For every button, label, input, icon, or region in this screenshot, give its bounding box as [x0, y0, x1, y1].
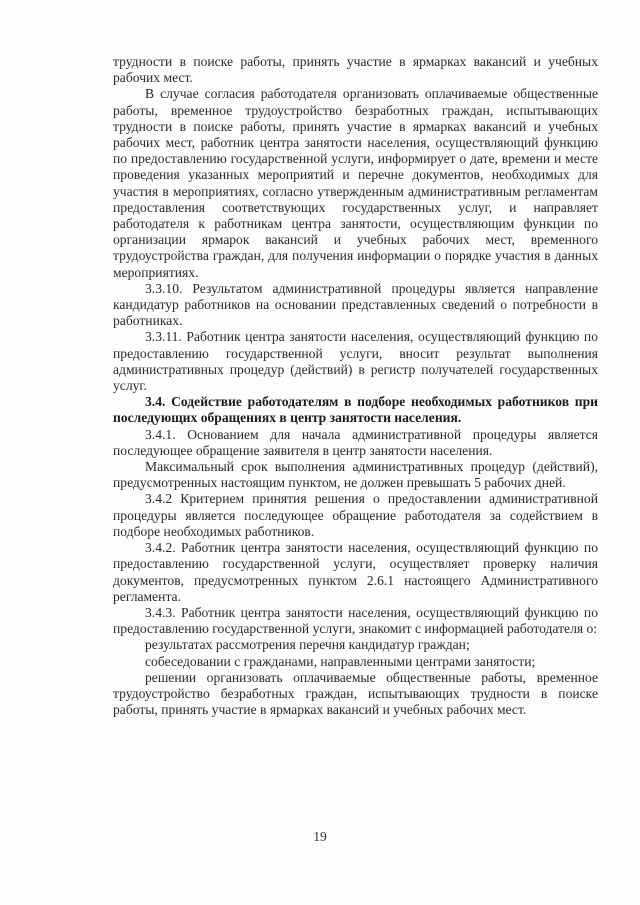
list-item-interview: собеседовании с гражданами, направленными центрами занятости; — [145, 653, 536, 669]
document-body — [113, 54, 598, 718]
section-heading-3-4: 3.4. Содействие работодателям в подборе необходимых работников при последующих обращениях в центр занятости населения. — [113, 394, 598, 426]
page-number: 19 — [313, 829, 327, 844]
paragraph-3-3-11: 3.3.11. Работник центра занятости населения, осуществляющий функцию по предоставлению государственной услуги, вносит результат выполнения административных процедур (действий) в регистр получателей государственных услуг. — [113, 329, 598, 394]
paragraph-max-duration: Максимальный срок выполнения административных процедур (действий), предусмотренных настоящим пунктом, не должен превышать 5 рабочих дней. — [113, 459, 598, 491]
list-item-decision: решении организовать оплачиваемые общественные работы, временное трудоустройство безработных граждан, испытывающих трудности в поиске работы, принять участие в ярмарках вакансий и учебных рабочих мест. — [113, 669, 598, 718]
list-item-results: результатах рассмотрения перечня кандидатур граждан; — [145, 637, 470, 653]
paragraph-employer-consent: В случае согласия работодателя организовать оплачиваемые общественные работы, временное трудоустройство безработных граждан, испытывающих трудности в поиске работы, принять участие в ярмарках вакансий и учебных рабочих мест, работник центра занятости населения, осуществляющий функцию по предоставлению государственной услуги, информирует о дате, времени и месте проведения указанных мероприятий и перечне документов, необходимых для участия в мероприятиях, согласно утвержденным административным регламентам предоставления соответствующих государственных услуг, и направляет работодателя к работникам центра занятости, осуществляющим функции по организации ярмарок вакансий и учебных рабочих мест, временного трудоустройства граждан, для получения информации о порядке участия в данных мероприятиях. — [113, 86, 598, 280]
paragraph-3-4-2-criterion: 3.4.2 Критерием принятия решения о предоставлении административной процедуры является последующее обращение работодателя за содействием в подборе необходимых работников. — [113, 491, 598, 539]
paragraph-3-3-10: 3.3.10. Результатом административной процедуры является направление кандидатур работников на основании представленных сведений о потребности в работниках. — [113, 280, 598, 329]
paragraph-3-4-2-check: 3.4.2. Работник центра занятости населения, осуществляющий функцию по предоставлению государственной услуги, осуществляет проверку наличия документов, предусмотренных пунктом 2.6.1 настоящего Административного регламента. — [113, 540, 598, 604]
paragraph-3-4-3: 3.4.3. Работник центра занятости населения, осуществляющий функцию по предоставлению государственной услуги, знакомит с информацией работодателя о: — [113, 604, 598, 637]
paragraph-continuation: трудности в поиске работы, принять участие в ярмарках вакансий и учебных рабочих мест. — [113, 54, 598, 86]
paragraph-3-4-1: 3.4.1. Основанием для начала административной процедуры является последующее обращение заявителя в центр занятости населения. — [113, 426, 598, 458]
